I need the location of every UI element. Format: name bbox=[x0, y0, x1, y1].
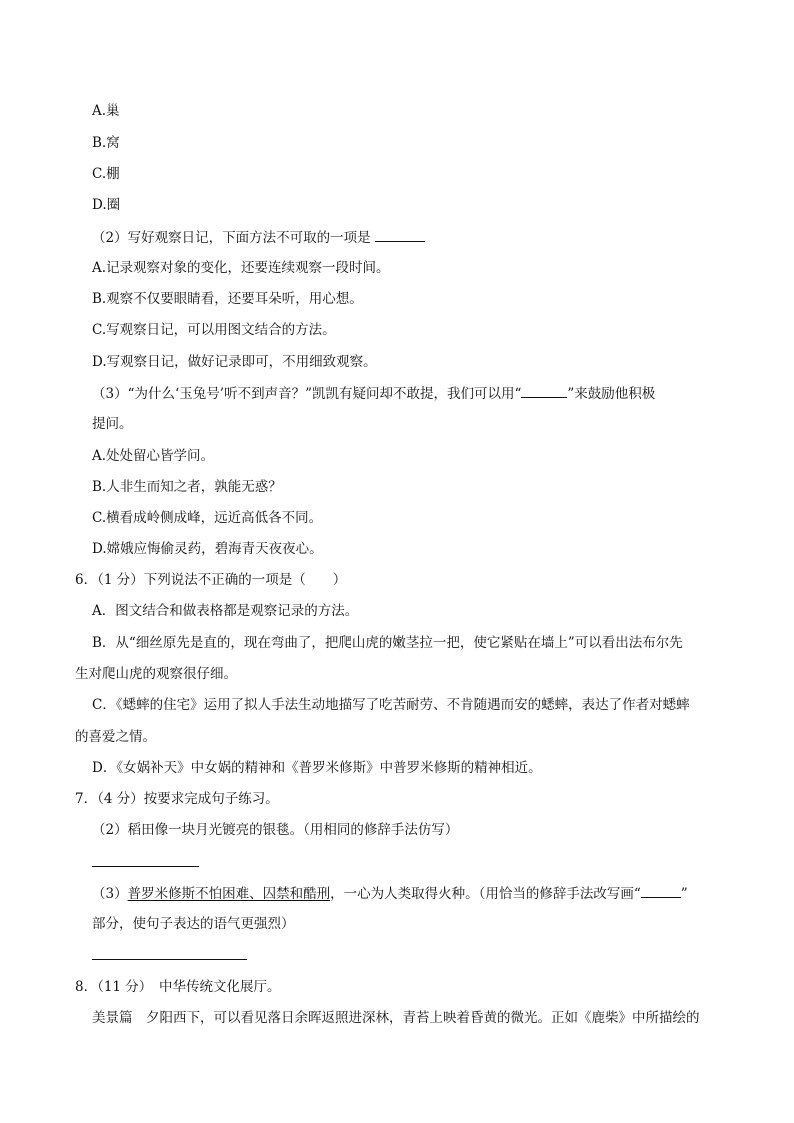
q5-option-a: A.巢 bbox=[92, 103, 120, 119]
q6-option-b: B．从“细丝原先是直的，现在弯曲了，把爬山虎的嫩茎拉一把，使它紧贴在墙上”可以看出法布尔先 bbox=[92, 635, 683, 651]
q7-sub3-underlined: 普罗米修斯不怕困难、囚禁和酷刑 bbox=[127, 886, 331, 902]
q7-sub3-continued: 部分，使句子表达的语气更强烈） bbox=[92, 916, 295, 932]
q6-stem: 6．（1 分）下列说法不正确的一项是（ ） bbox=[75, 572, 347, 588]
q5-sub3-stem-a: （3）“为什么‘玉兔号’听不到声音？”凯凯有疑问却不敢提，我们可以用“ bbox=[92, 386, 522, 402]
q5-sub3-option-a: A.处处留心皆学问。 bbox=[92, 448, 215, 464]
answer-blank bbox=[641, 883, 681, 898]
q7-sub3 bbox=[92, 883, 688, 904]
q7-sub3-end: ” bbox=[680, 886, 688, 902]
q5-sub3-option-b: B.人非生而知之者，孰能无惑？ bbox=[92, 479, 282, 495]
q8-text: 美景篇 夕阳西下，可以看见落日余晖返照进深林，青苔上映着昏黄的微光。正如《鹿柴》中所描绘的 bbox=[92, 1010, 700, 1026]
answer-blank bbox=[375, 227, 425, 242]
q7-sub2: （2）稻田像一块月光镀亮的银毯。（用相同的修辞手法仿写） bbox=[92, 822, 459, 838]
q7-stem: 7．（4 分）按要求完成句子练习。 bbox=[75, 791, 279, 807]
q7-sub3-answer-line[interactable] bbox=[92, 959, 247, 960]
q8-stem: 8．（11 分） 中华传统文化展厅。 bbox=[75, 979, 281, 995]
q5-option-c: C.棚 bbox=[92, 166, 120, 182]
q5-sub2-option-c: C.写观察日记，可以用图文结合的方法。 bbox=[92, 322, 336, 338]
q5-sub2-stem bbox=[92, 227, 425, 248]
q5-sub3-stem-b: ”来鼓励他积极 bbox=[567, 386, 656, 402]
q5-sub2-stem-text: （2）写好观察日记，下面方法不可取的一项是 bbox=[92, 230, 375, 246]
q7-sub3-mid: ，一心为人类取得火种。（用恰当的修辞手法改写画“ bbox=[330, 886, 641, 902]
q6-option-c-continued: 的喜爱之情。 bbox=[75, 729, 156, 745]
q6-option-b-continued: 生对爬山虎的观察很仔细。 bbox=[75, 666, 237, 682]
q5-sub3-stem-continued: 提问。 bbox=[92, 416, 133, 432]
q7-sub2-answer-line[interactable] bbox=[92, 866, 199, 867]
q5-option-d: D.圈 bbox=[92, 197, 121, 213]
q5-sub2-option-a: A.记录观察对象的变化，还要连续观察一段时间。 bbox=[92, 260, 390, 276]
q5-sub3-option-c: C.横看成岭侧成峰，远近高低各不同。 bbox=[92, 510, 323, 526]
q5-sub2-option-d: D.写观察日记，做好记录即可，不用细致观察。 bbox=[92, 354, 377, 370]
q6-option-d: D．《女娲补天》中女娲的精神和《普罗米修斯》中普罗米修斯的精神相近。 bbox=[92, 760, 542, 776]
answer-blank bbox=[521, 383, 567, 398]
q6-option-a: A．图文结合和做表格都是观察记录的方法。 bbox=[92, 603, 359, 619]
q7-sub3-prefix: （3） bbox=[92, 886, 128, 902]
q6-option-c: C．《蟋蟀的住宅》运用了拟人手法生动地描写了吃苦耐劳、不肯随遇而安的蟋蟀，表达了作者对蟋蟀 bbox=[92, 697, 690, 713]
q5-sub3-option-d: D.嫦娥应悔偷灵药，碧海青天夜夜心。 bbox=[92, 541, 323, 557]
q5-sub3-stem bbox=[92, 383, 655, 404]
q5-sub2-option-b: B.观察不仅要眼睛看，还要耳朵听，用心想。 bbox=[92, 291, 363, 307]
q5-option-b: B.窝 bbox=[92, 135, 120, 151]
